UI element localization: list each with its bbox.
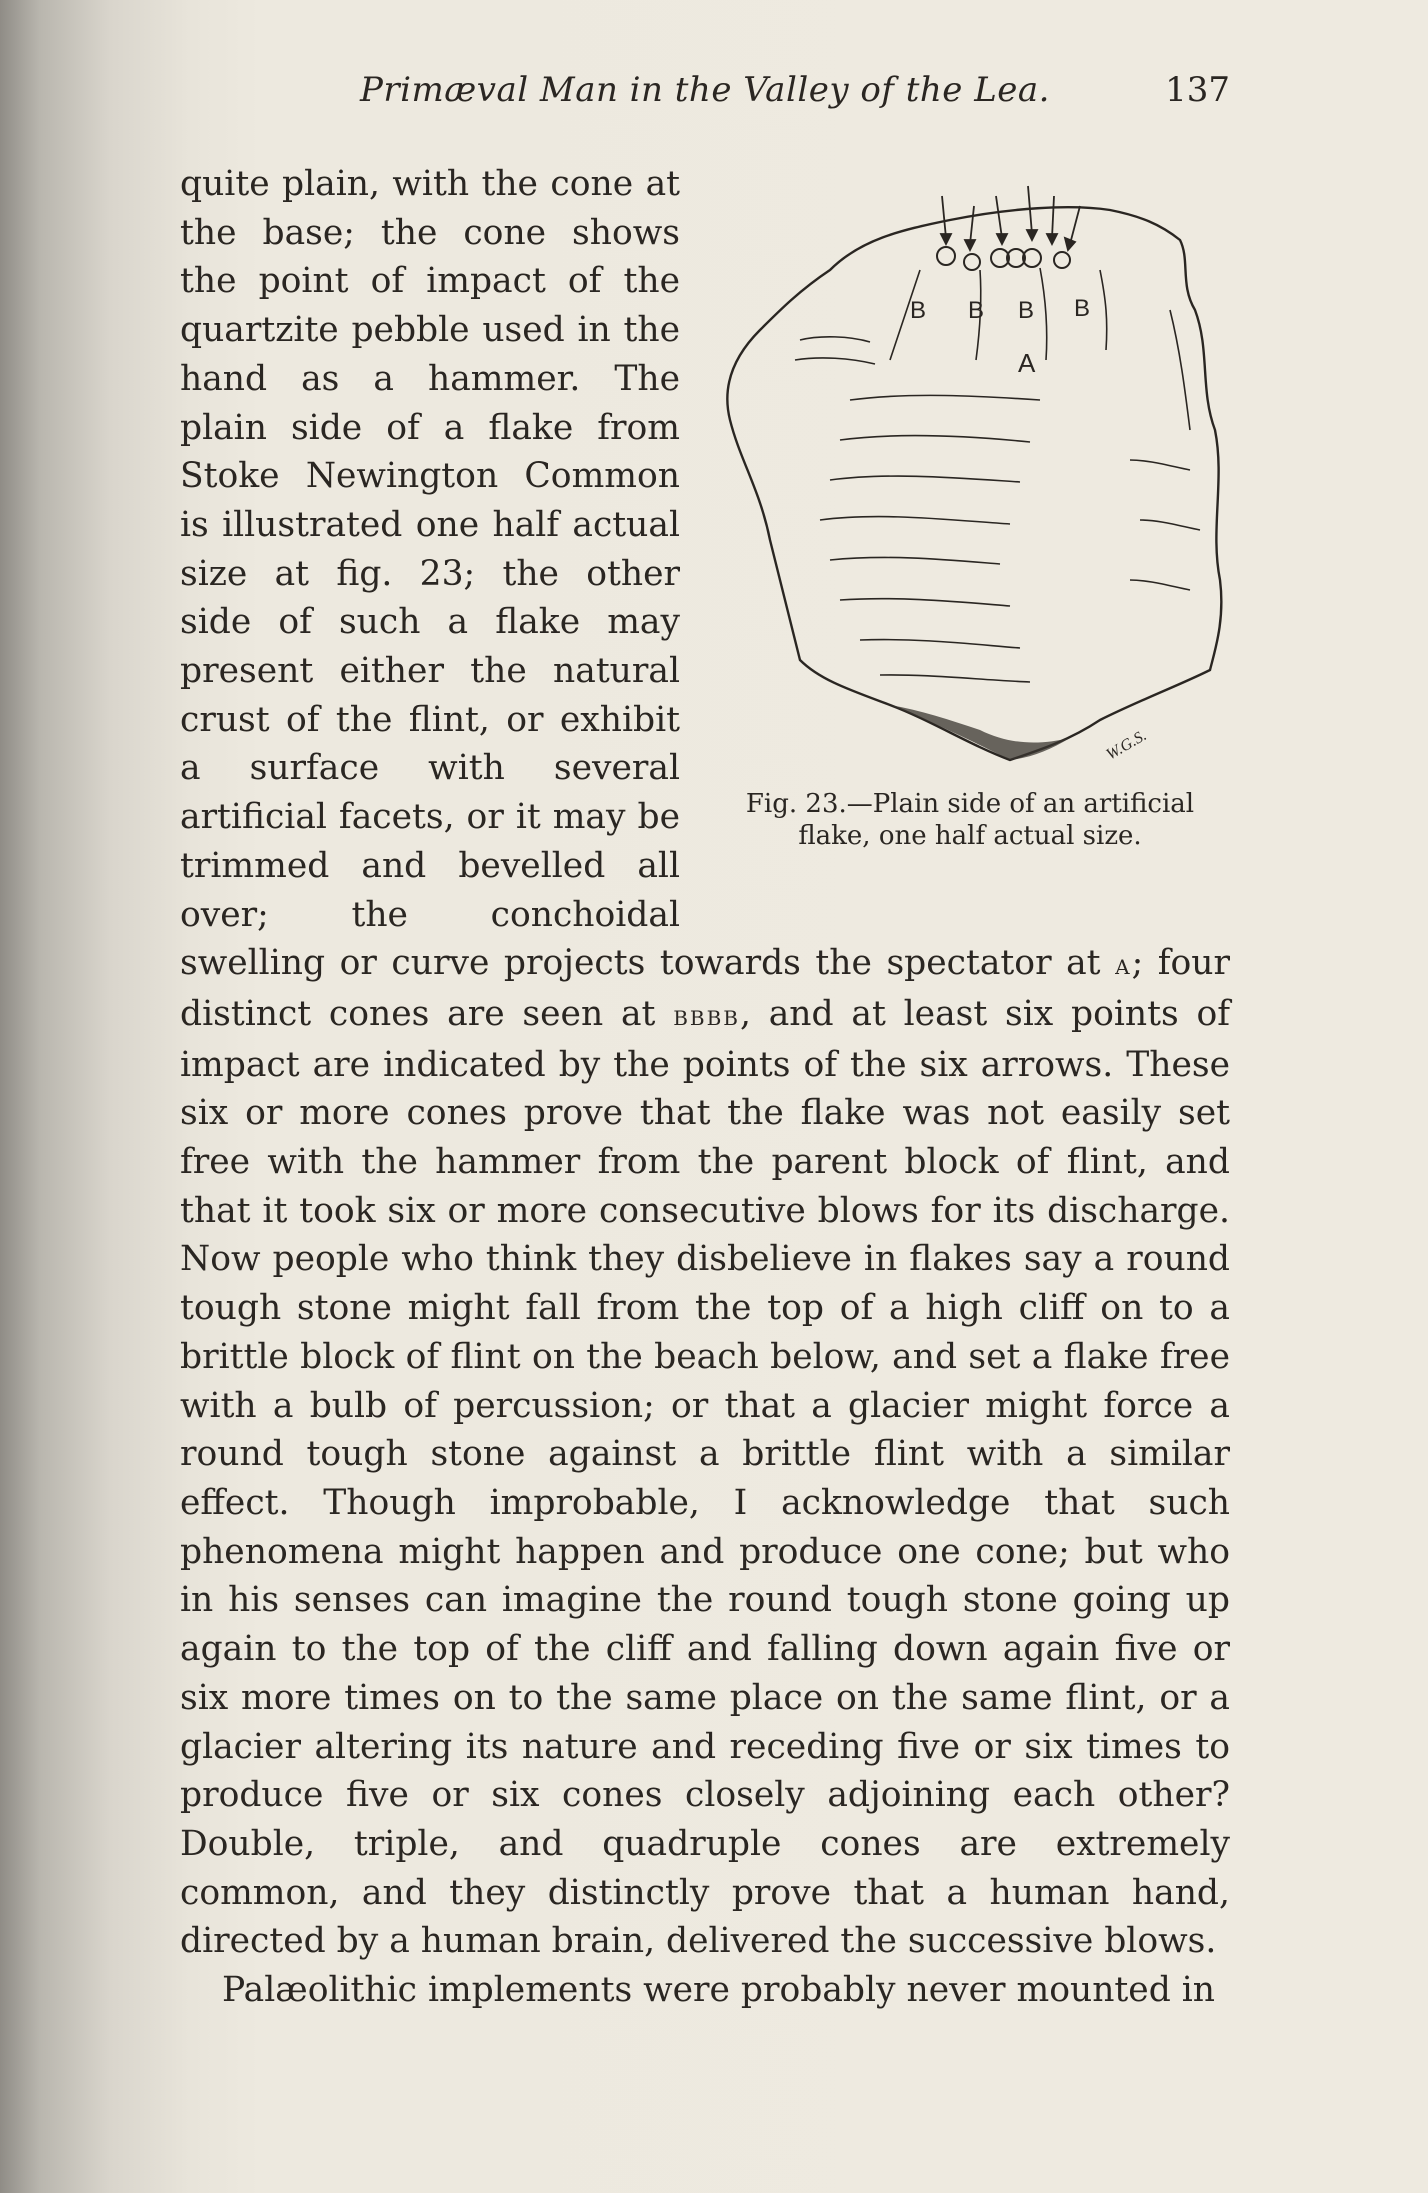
figure-label-b3: B [1018, 297, 1035, 324]
figure-23 [710, 160, 1230, 900]
flake-outline [727, 207, 1221, 760]
paragraph-1-part-2: ; four distinct cones are seen at [180, 943, 1230, 1034]
figure-label-b4: B [1074, 295, 1091, 322]
flake-shaded-edge [890, 705, 1070, 760]
paragraph-1-part-3: , and at least six points of impact are indicated by the points of the six arrows. These six or more cones prove that the flake was not easily set free with the hammer from the parent block of flint, and that it took six or more consecutive blows for its discharge. Now people who think they disbelieve in flakes say a round tough stone might fall from the top of a high cliff on to a brittle block of flint on the beach below, and set a flake free with a bulb of percussion; or that a glacier might force a round tough stone against a brittle flint with a similar effect. Though improbable, I acknowledge that such phenomena might happen and produce one cone; but who in his senses can imagine the round tough stone going up again to the top of the cliff and falling down again five or six more times on to the same place on the same flint, or a glacier altering its nature and receding five or six times to produce five or six cones closely adjoining each other? Double, triple, and quadruple cones are extremely common, and they distinctly prove that a human hand, directed by a human brain, delivered the successive blows. [180, 993, 1231, 1962]
page-number: 137 [1165, 70, 1230, 110]
flake-striations [795, 337, 1200, 682]
figure-label-b2: B [968, 297, 985, 324]
flake-ridges [890, 268, 1190, 430]
paragraph-1-part-1: quite plain, with the cone at the base; the cone shows the point of impact of the quartzite pebble used in the hand as a hammer. The plain side of a flake from Stoke Newington Common is illustrated one half actual size at fig. 23; the other side of such a flake may present either the natural crust of the flint, or exhibit a surface with several artificial facets, or it may be trimmed and bevelled all over; the conchoidal swelling or curve projects towards the spectator at [180, 164, 1116, 984]
artist-signature: W.G.S. [1103, 727, 1150, 764]
paragraph-2: Palæolithic implements were probably never mounted in [222, 1970, 1216, 2011]
body-text [180, 160, 1230, 2015]
flake-illustration [710, 160, 1230, 780]
page-header [180, 70, 1230, 120]
figure-label-b1: B [910, 297, 927, 324]
label-b-ref: bbbb [673, 998, 740, 1032]
label-a-ref: a [1115, 948, 1132, 982]
figure-caption: Fig. 23.—Plain side of an artificial flake, one half actual size. [745, 789, 1195, 851]
cones [937, 247, 1070, 270]
running-title: Primæval Man in the Valley of the Lea. [360, 70, 1050, 110]
figure-label-a: A [1018, 348, 1036, 378]
